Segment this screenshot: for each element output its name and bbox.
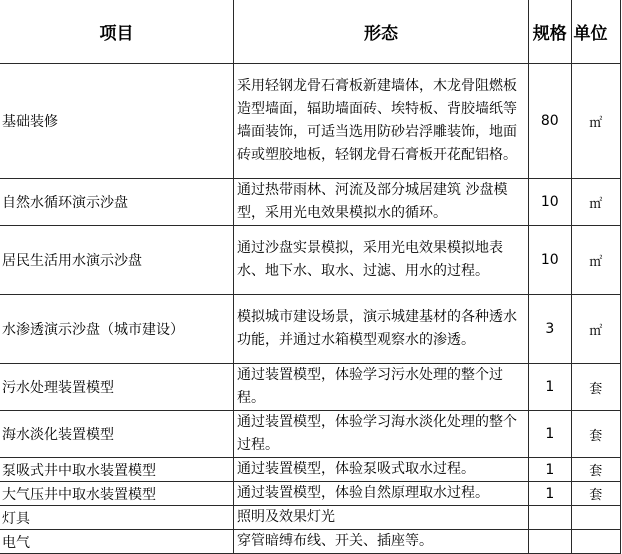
table-row xyxy=(0,482,621,506)
row-item: 居民生活用水演示沙盘 xyxy=(0,226,234,295)
row-form: 照明及效果灯光 xyxy=(234,506,529,530)
row-form: 穿管暗缚布线、开关、插座等。 xyxy=(234,530,529,554)
table-row xyxy=(0,364,621,411)
row-unit: 套 xyxy=(571,411,620,458)
table-row xyxy=(0,411,621,458)
table-row xyxy=(0,226,621,295)
row-item: 污水处理装置模型 xyxy=(0,364,234,411)
table-row xyxy=(0,64,621,179)
row-item: 灯具 xyxy=(0,506,234,530)
row-spec: 1 xyxy=(529,482,572,506)
header-spec: 规格 xyxy=(529,0,572,64)
row-item: 水渗透演示沙盘（城市建设） xyxy=(0,295,234,364)
row-spec xyxy=(529,506,572,530)
header-row xyxy=(0,0,621,64)
row-unit: 套 xyxy=(571,482,620,506)
row-form: 通过装置模型，体验学习海水淡化处理的整个过程。 xyxy=(234,411,529,458)
row-item: 大气压井中取水装置模型 xyxy=(0,482,234,506)
row-form: 模拟城市建设场景，演示城建基材的各种透水功能，并通过水箱模型观察水的渗透。 xyxy=(234,295,529,364)
table-row xyxy=(0,295,621,364)
row-spec: 80 xyxy=(529,64,572,179)
row-unit: ㎡ xyxy=(571,295,620,364)
row-spec: 10 xyxy=(529,179,572,226)
row-item: 自然水循环演示沙盘 xyxy=(0,179,234,226)
row-unit: 套 xyxy=(571,364,620,411)
table-row xyxy=(0,458,621,482)
row-item: 泵吸式井中取水装置模型 xyxy=(0,458,234,482)
row-unit: ㎡ xyxy=(571,226,620,295)
row-item: 海水淡化装置模型 xyxy=(0,411,234,458)
header-item: 项目 xyxy=(0,0,234,64)
header-unit: 单位 xyxy=(571,0,620,64)
row-unit: 套 xyxy=(571,458,620,482)
table-row xyxy=(0,179,621,226)
row-form: 通过装置模型，体验泵吸式取水过程。 xyxy=(234,458,529,482)
row-form: 通过热带雨林、河流及部分城居建筑 沙盘模型，采用光电效果模拟水的循环。 xyxy=(234,179,529,226)
row-item: 电气 xyxy=(0,530,234,554)
row-spec: 1 xyxy=(529,364,572,411)
row-unit xyxy=(571,530,620,554)
row-form: 采用轻钢龙骨石膏板新建墙体，木龙骨阻燃板造型墙面，辐助墙面砖、埃特板、背胶墙纸等墙面装饰，可适当选用防砂岩浮雕装饰，地面砖或塑胶地板，轻钢龙骨石膏板开花配铝格。 xyxy=(234,64,529,179)
row-spec xyxy=(529,530,572,554)
row-form: 通过装置模型，体验学习污水处理的整个过程。 xyxy=(234,364,529,411)
row-unit: ㎡ xyxy=(571,64,620,179)
row-form: 通过装置模型，体验自然原理取水过程。 xyxy=(234,482,529,506)
table-row xyxy=(0,506,621,530)
row-spec: 1 xyxy=(529,411,572,458)
row-unit: ㎡ xyxy=(571,179,620,226)
row-item: 基础装修 xyxy=(0,64,234,179)
row-spec: 1 xyxy=(529,458,572,482)
row-form: 通过沙盘实景模拟，采用光电效果模拟地表水、地下水、取水、过滤、用水的过程。 xyxy=(234,226,529,295)
header-form: 形态 xyxy=(234,0,529,64)
row-spec: 10 xyxy=(529,226,572,295)
row-spec: 3 xyxy=(529,295,572,364)
row-unit xyxy=(571,506,620,530)
table-row xyxy=(0,530,621,554)
